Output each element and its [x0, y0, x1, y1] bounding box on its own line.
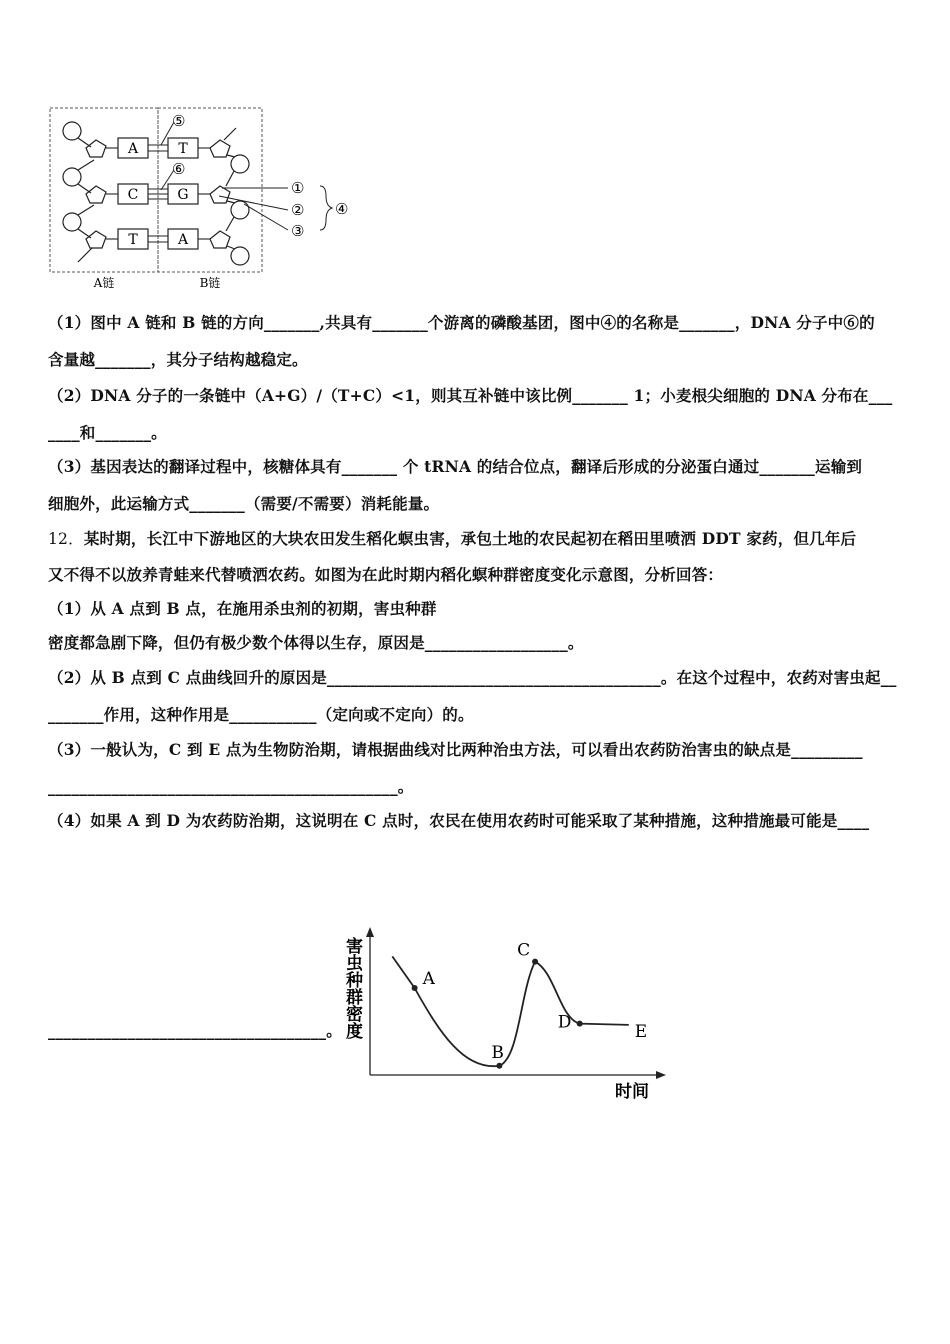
population-density-chart [330, 925, 670, 1105]
backbone-b [210, 128, 249, 265]
marker-5: ⑤ [172, 112, 186, 130]
marker-3: ③ [291, 222, 305, 240]
q12-s4-line2: ___________________________________。 [48, 1021, 342, 1040]
q12-s4-line1: （4）如果 A 到 D 为农药防治期，这说明在 C 点时，农民在使用农药时可能采取了某种措施，这种措施最可能是____ [48, 811, 870, 830]
marker-6: ⑥ [172, 160, 186, 178]
chain-a-label: A链 [93, 276, 115, 290]
q12-intro-text: 某时期，长江中下游地区的大块农田发生稻化螟虫害，承包土地的农民起初在稻田里喷洒 DDT 家药，但几年后 [83, 529, 857, 548]
point-c [532, 959, 538, 965]
x-axis-arrow [656, 1071, 666, 1079]
backbone-a [63, 122, 106, 262]
point-label-e: E [634, 1021, 648, 1042]
q11-p1-line1: （1）图中 A 链和 B 链的方向_______,共具有_______个游离的磷酸基团，图中④的名称是_______，DNA 分子中⑥的 [48, 313, 875, 332]
q11-p3-line1: （3）基因表达的翻译过程中，核糖体具有_______ 个 tRNA 的结合位点，翻译后形成的分泌蛋白通过_______运输到 [48, 457, 863, 476]
marker-2: ② [291, 201, 305, 219]
q12-s1-line2: 密度都急剧下降，但仍有极少数个体得以生存，原因是__________________。 [48, 633, 584, 652]
point-label-b: B [491, 1042, 504, 1063]
chain-b-label: B链 [199, 276, 221, 290]
point-label-a: A [422, 969, 435, 989]
q12-s2-line1: （2）从 B 点到 C 点曲线回升的原因是__________________________________________。在这个过程中，农药对害虫起__ [48, 668, 897, 687]
q12-intro-line2: 又不得不以放养青蛙来代替喷洒农药。如图为在此时期内稻化螟种群密度变化示意图，分析回答： [48, 565, 724, 584]
base-b-1: T [178, 141, 188, 157]
point-label-c: C [517, 940, 531, 961]
base-b-3: A [177, 232, 189, 248]
dna-structure-figure [44, 100, 404, 290]
q12-s3-line1: （3）一般认为，C 到 E 点为生物防治期，请根据曲线对比两种治虫方法，可以看出农药防治害虫的缺点是_________ [48, 740, 863, 759]
base-a-1: A [127, 141, 139, 157]
q11-p1-line2: 含量越_______，其分子结构越稳定。 [48, 350, 308, 369]
base-b-2: G [177, 187, 189, 203]
q12-s1-line1: （1）从 A 点到 B 点，在施用杀虫剂的初期，害虫种群 [48, 599, 437, 618]
base-a-3: T [128, 232, 138, 248]
q11-p3-line2: 细胞外，此运输方式_______（需要/不需要）消耗能量。 [48, 494, 440, 513]
x-axis-label: 时间 [615, 1082, 649, 1102]
marker-4: ④ [335, 200, 349, 218]
q12-number: 12． [48, 530, 84, 548]
q12-intro-line1 [48, 527, 856, 549]
y-axis-label: 害虫种群密度 [342, 937, 362, 1039]
q11-p2-line1: （2）DNA 分子的一条链中（A+G）/（T+C）<1，则其互补链中该比例_______ 1；小麦根尖细胞的 DNA 分布在___ [48, 386, 893, 405]
base-a-2: C [127, 187, 139, 203]
point-b [496, 1063, 502, 1069]
q12-s2-line2: _______作用，这种作用是___________（定向或不定向）的。 [48, 705, 474, 724]
point-a [412, 985, 418, 991]
point-d [577, 1021, 583, 1027]
marker-1: ① [291, 179, 305, 197]
y-axis-arrow [366, 927, 374, 937]
point-label-d: D [557, 1012, 572, 1033]
q12-s3-line2: ____________________________________________。 [48, 777, 414, 796]
q11-p2-line2: ____和_______。 [48, 423, 167, 442]
